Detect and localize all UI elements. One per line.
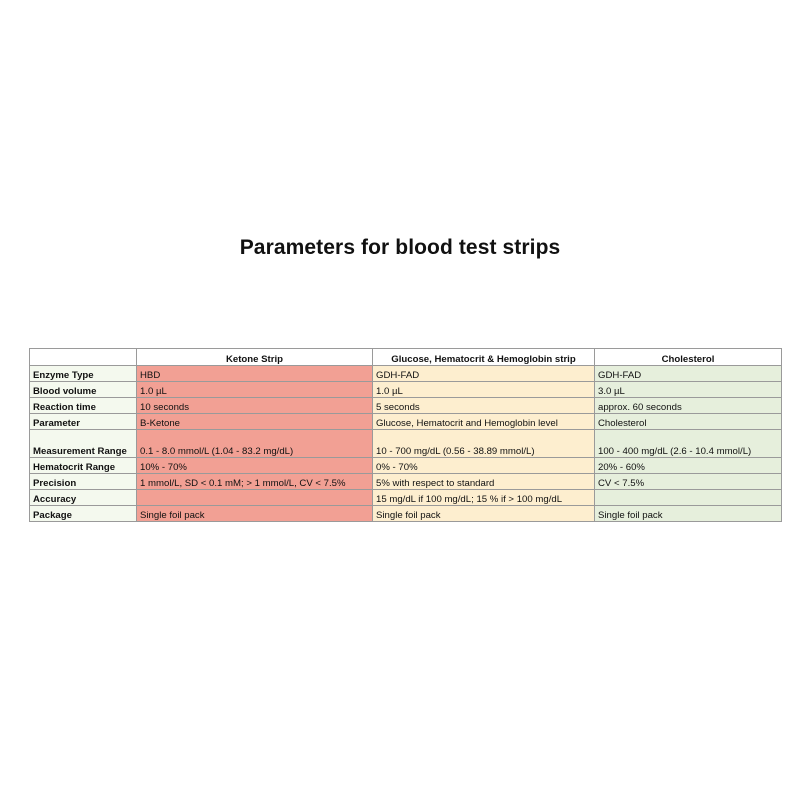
row-label: Parameter	[30, 414, 137, 430]
parameters-table	[29, 348, 782, 522]
glucose-cell: 10 - 700 mg/dL (0.56 - 38.89 mmol/L)	[373, 430, 595, 458]
table-row	[30, 474, 782, 490]
page-title: Parameters for blood test strips	[239, 236, 561, 259]
glucose-cell: 5% with respect to standard	[373, 474, 595, 490]
glucose-cell: 0% - 70%	[373, 458, 595, 474]
cholesterol-cell: 3.0 µL	[595, 382, 782, 398]
header-ketone-strip: Ketone Strip	[137, 349, 373, 366]
table-row	[30, 382, 782, 398]
ketone-cell: 0.1 - 8.0 mmol/L (1.04 - 83.2 mg/dL)	[137, 430, 373, 458]
cholesterol-cell	[595, 490, 782, 506]
table-row	[30, 398, 782, 414]
glucose-cell: Glucose, Hematocrit and Hemoglobin level	[373, 414, 595, 430]
header-row	[30, 349, 782, 366]
glucose-cell: GDH-FAD	[373, 366, 595, 382]
glucose-cell: 5 seconds	[373, 398, 595, 414]
cholesterol-cell: Cholesterol	[595, 414, 782, 430]
table-row	[30, 458, 782, 474]
table-row	[30, 506, 782, 522]
ketone-cell	[137, 490, 373, 506]
ketone-cell: 10% - 70%	[137, 458, 373, 474]
ketone-cell: Single foil pack	[137, 506, 373, 522]
cholesterol-cell: 20% - 60%	[595, 458, 782, 474]
glucose-cell: 15 mg/dL if 100 mg/dL; 15 % if > 100 mg/dL	[373, 490, 595, 506]
glucose-cell: Single foil pack	[373, 506, 595, 522]
ketone-cell: HBD	[137, 366, 373, 382]
row-label: Hematocrit Range	[30, 458, 137, 474]
cholesterol-cell: approx. 60 seconds	[595, 398, 782, 414]
cholesterol-cell: Single foil pack	[595, 506, 782, 522]
cholesterol-cell: 100 - 400 mg/dL (2.6 - 10.4 mmol/L)	[595, 430, 782, 458]
table-row	[30, 414, 782, 430]
table-row	[30, 430, 782, 458]
row-label: Package	[30, 506, 137, 522]
row-label: Accuracy	[30, 490, 137, 506]
glucose-cell: 1.0 µL	[373, 382, 595, 398]
header-cholesterol: Cholesterol	[595, 349, 782, 366]
table-row	[30, 366, 782, 382]
cholesterol-cell: GDH-FAD	[595, 366, 782, 382]
ketone-cell: 10 seconds	[137, 398, 373, 414]
row-label: Measurement Range	[30, 430, 137, 458]
ketone-cell: 1 mmol/L, SD < 0.1 mM; > 1 mmol/L, CV < 7.5%	[137, 474, 373, 490]
header-empty-cell	[30, 349, 137, 366]
cholesterol-cell: CV < 7.5%	[595, 474, 782, 490]
row-label: Precision	[30, 474, 137, 490]
header-glucose-strip: Glucose, Hematocrit & Hemoglobin strip	[373, 349, 595, 366]
ketone-cell: B-Ketone	[137, 414, 373, 430]
row-label: Blood volume	[30, 382, 137, 398]
ketone-cell: 1.0 µL	[137, 382, 373, 398]
row-label: Enzyme Type	[30, 366, 137, 382]
table-row	[30, 490, 782, 506]
row-label: Reaction time	[30, 398, 137, 414]
